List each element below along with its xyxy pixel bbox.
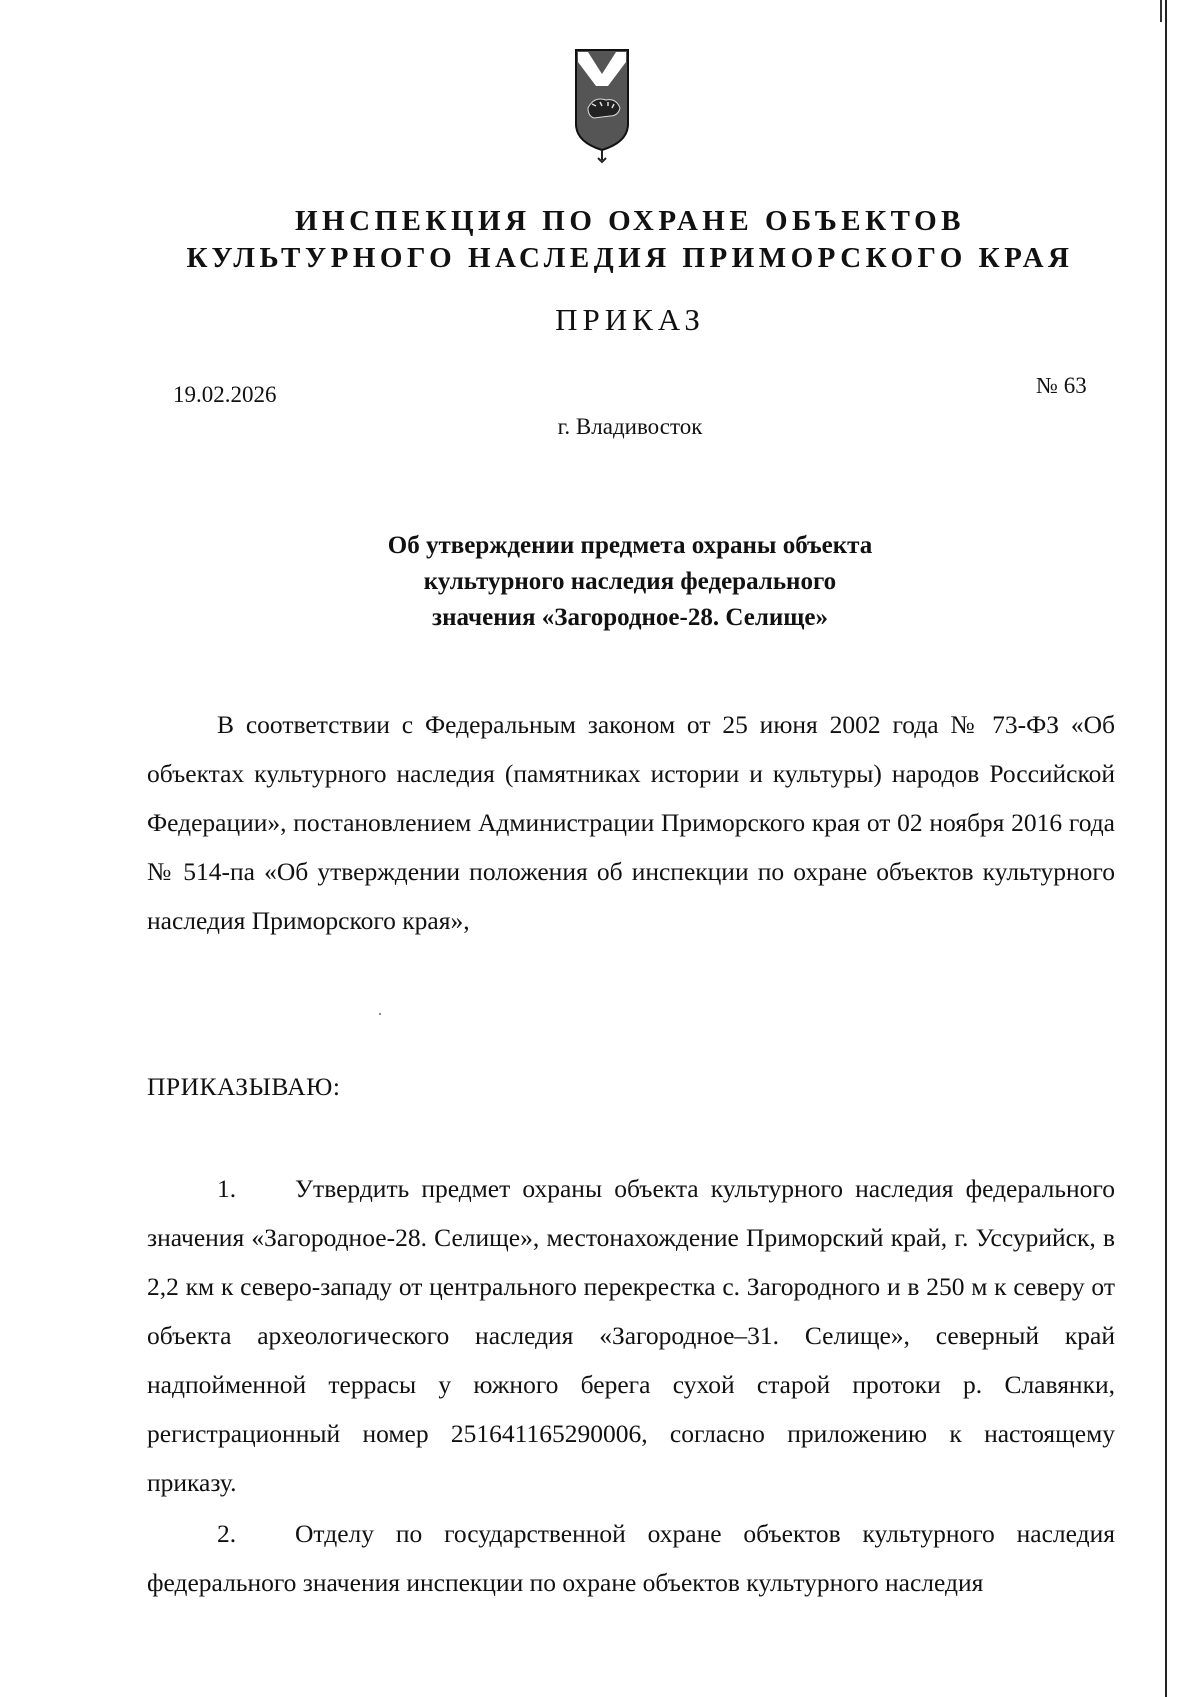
- order-heading: ПРИКАЗЫВАЮ:: [147, 1072, 341, 1101]
- preamble-paragraph: В соответствии с Федеральным законом от 25 июня 2002 года № 73-ФЗ «Об объектах культурного наследия (памятниках истории и культуры) народов Российской Федерации», постановлением Администрации Приморского края от 02 ноября 2016 года № 514-па «Об утверждении положения об инспекции по охране объектов культурного наследия Приморского края»,: [147, 710, 1115, 935]
- order-item-text: Утвердить предмет охраны объекта культурного наследия федерального значения «Загородное-28. Селище», местонахождение Приморский край, г. Уссурийск, в 2,2 км к северо-западу от центрального перекрестка с. Загородного и в 250 м к северу от объекта археологического наследия «Загородное–31. Селище», северный край надпойменной террасы у южного берега сухой старой протоки р. Славянки, регистрационный номер 251641165290006, согласно приложению к настоящему приказу.: [147, 1174, 1115, 1497]
- document-date: 19.02.2026: [173, 382, 277, 407]
- document-title-line-3: значения «Загородное-28. Селище»: [432, 604, 828, 631]
- order-item-number: 2.: [217, 1519, 237, 1548]
- document-title-line-1: Об утверждении предмета охраны объекта: [387, 532, 873, 559]
- scan-edge-mark: [1160, 0, 1162, 22]
- order-item-number: 1.: [217, 1174, 237, 1203]
- coat-of-arms-icon: [574, 46, 630, 166]
- order-item: [147, 1509, 1115, 1607]
- document-type: ПРИКАЗ: [555, 302, 705, 337]
- scan-speck: [379, 1013, 381, 1015]
- document-number: № 63: [1036, 373, 1087, 398]
- order-item: [147, 1164, 1115, 1507]
- document-city: г. Владивосток: [557, 414, 703, 439]
- order-item-text: Отделу по государственной охране объектов культурного наследия федерального значения инспекции по охране объектов культурного наследия: [147, 1519, 1115, 1597]
- document-title-line-2: культурного наследия федерального: [423, 568, 837, 595]
- organization-name-line-1: ИНСПЕКЦИЯ ПО ОХРАНЕ ОБЪЕКТОВ: [294, 205, 966, 237]
- organization-name-line-2: КУЛЬТУРНОГО НАСЛЕДИЯ ПРИМОРСКОГО КРАЯ: [186, 242, 1074, 274]
